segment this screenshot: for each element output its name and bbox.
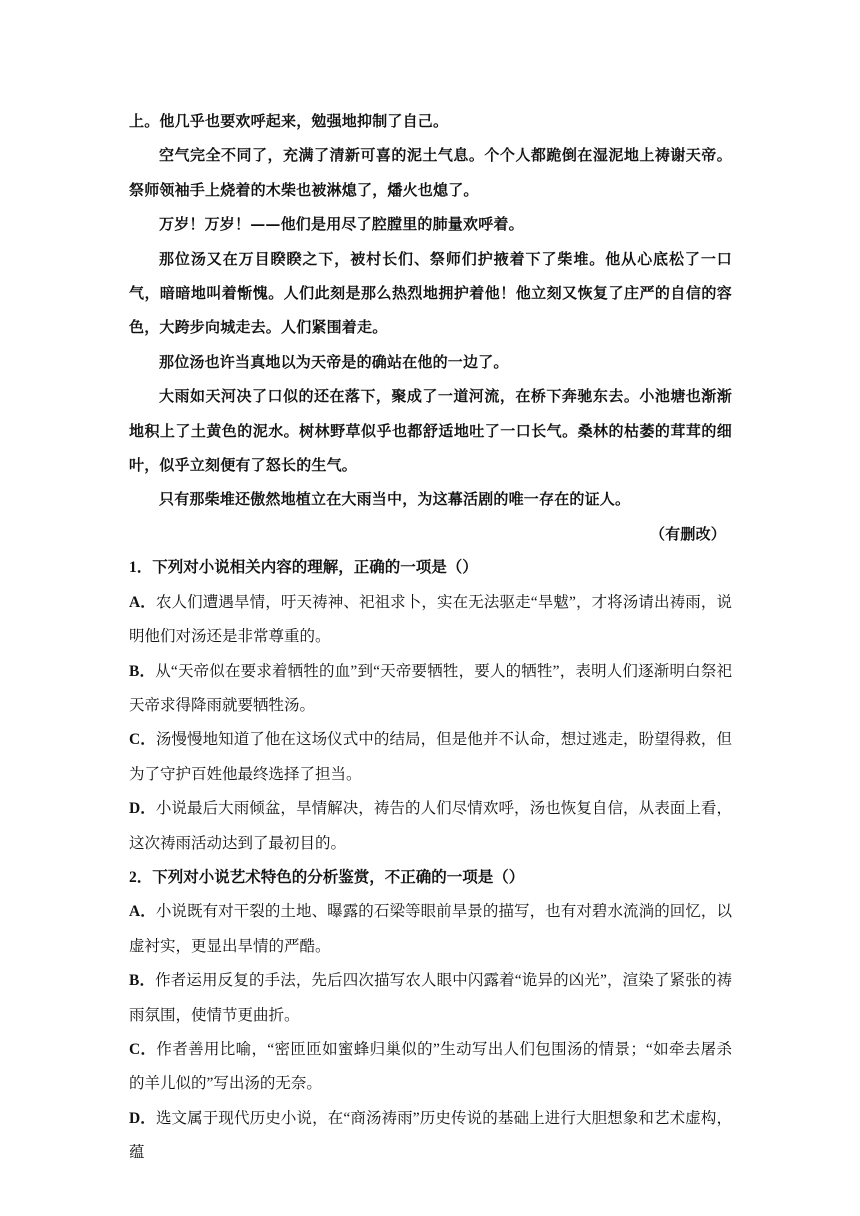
- option-label: D．: [129, 800, 156, 818]
- question-2-option-c: [129, 1033, 732, 1102]
- question-2-option-d: [129, 1102, 732, 1171]
- option-text: 汤慢慢地知道了他在这场仪式中的结局，但是他并不认命，想过逃走，盼望得救，但为了守护百姓他最终选择了担当。: [129, 731, 732, 783]
- question-text: 下列对小说艺术特色的分析鉴赏，不正确的一项是（）: [152, 868, 525, 886]
- option-text: 农人们遭遇旱情，吁天祷神、祀祖求卜，实在无法驱走“旱魃”，才将汤请出祷雨，说明他们对汤还是非常尊重的。: [129, 593, 732, 646]
- question-1-option-d: [129, 792, 732, 861]
- question-number: 2．: [129, 868, 153, 886]
- option-label: D．: [129, 1109, 156, 1127]
- question-1: [129, 551, 732, 861]
- option-text: 作者善用比喻，“密匝匝如蜜蜂归巢似的”生动写出人们包围汤的情景；“如牵去屠杀的羊儿似的”写出汤的无奈。: [129, 1040, 732, 1093]
- question-number: 1．: [129, 559, 153, 577]
- question-1-option-a: [129, 586, 732, 655]
- option-label: C．: [129, 1040, 157, 1058]
- story-paragraph-7: 只有那柴堆还傲然地植立在大雨当中，为这幕活剧的唯一存在的证人。: [159, 490, 631, 509]
- question-2-stem: [129, 861, 732, 895]
- option-label: A．: [129, 903, 156, 921]
- document-page: [129, 104, 732, 1171]
- question-2-option-a: [129, 895, 732, 964]
- question-1-stem: [129, 551, 732, 585]
- option-text: 从“天帝似在要求着牺牲的血”到“天帝要牺牲，要人的牺牲”，表明人们逐渐明白祭祀天帝求得降雨就要牺牲汤。: [129, 662, 732, 714]
- question-text: 下列对小说相关内容的理解，正确的一项是（）: [152, 559, 478, 577]
- option-text: 小说既有对干裂的土地、曝露的石梁等眼前旱景的描写，也有对碧水流淌的回忆，以虚衬实，更显出旱情的严酷。: [129, 903, 732, 955]
- option-text: 选文属于现代历史小说，在“商汤祷雨”历史传说的基础上进行大胆想象和艺术虚构，蕴: [129, 1109, 732, 1162]
- story-paragraph-6: 大雨如天河决了口似的还在落下，聚成了一道河流，在桥下奔驰东去。小池塘也渐渐地积上了土黄色的泥水。树林野草似乎也都舒适地吐了一口长气。桑林的枯萎的茸茸的细叶，似乎立刻便有了怒长的生气。: [129, 387, 732, 475]
- story-paragraph-1: 上。他几乎也要欢呼起来，勉强地抑制了自己。: [129, 112, 449, 130]
- option-label: C．: [129, 731, 156, 749]
- option-text: 作者运用反复的手法，先后四次描写农人眼中闪露着“诡异的凶光”，渲染了紧张的祷雨氛围，使情节更曲折。: [129, 972, 733, 1024]
- option-label: B．: [129, 972, 156, 990]
- story-paragraph-5: 那位汤也许当真地以为天帝是的确站在他的一边了。: [159, 352, 509, 371]
- story-paragraph-2: 空气完全不同了，充满了清新可喜的泥土气息。个个人都跪倒在湿泥地上祷谢天帝。祭师领袖手上烧着的木柴也被淋熄了，燔火也熄了。: [129, 146, 732, 199]
- question-2-option-b: [129, 964, 732, 1033]
- story-excerpt: [129, 104, 732, 551]
- source-note: （有删改）: [649, 524, 726, 543]
- option-text: 小说最后大雨倾盆，旱情解决，祷告的人们尽情欢呼，汤也恢复自信，从表面上看，这次祷雨活动达到了最初目的。: [129, 800, 732, 852]
- story-paragraph-4: 那位汤又在万目睽睽之下，被村长们、祭师们护掖着下了柴堆。他从心底松了一口气，暗暗地叫着惭愧。人们此刻是那么热烈地拥护着他！他立刻又恢复了庄严的自信的容色，大跨步向城走去。人们紧围着走。: [129, 249, 732, 337]
- question-2: [129, 861, 732, 1171]
- question-1-option-b: [129, 655, 732, 724]
- story-paragraph-3: 万岁！万岁！——他们是用尽了腔膛里的肺量欢呼着。: [159, 215, 524, 234]
- option-label: A．: [129, 593, 156, 611]
- question-1-option-c: [129, 723, 732, 792]
- option-label: B．: [129, 662, 156, 680]
